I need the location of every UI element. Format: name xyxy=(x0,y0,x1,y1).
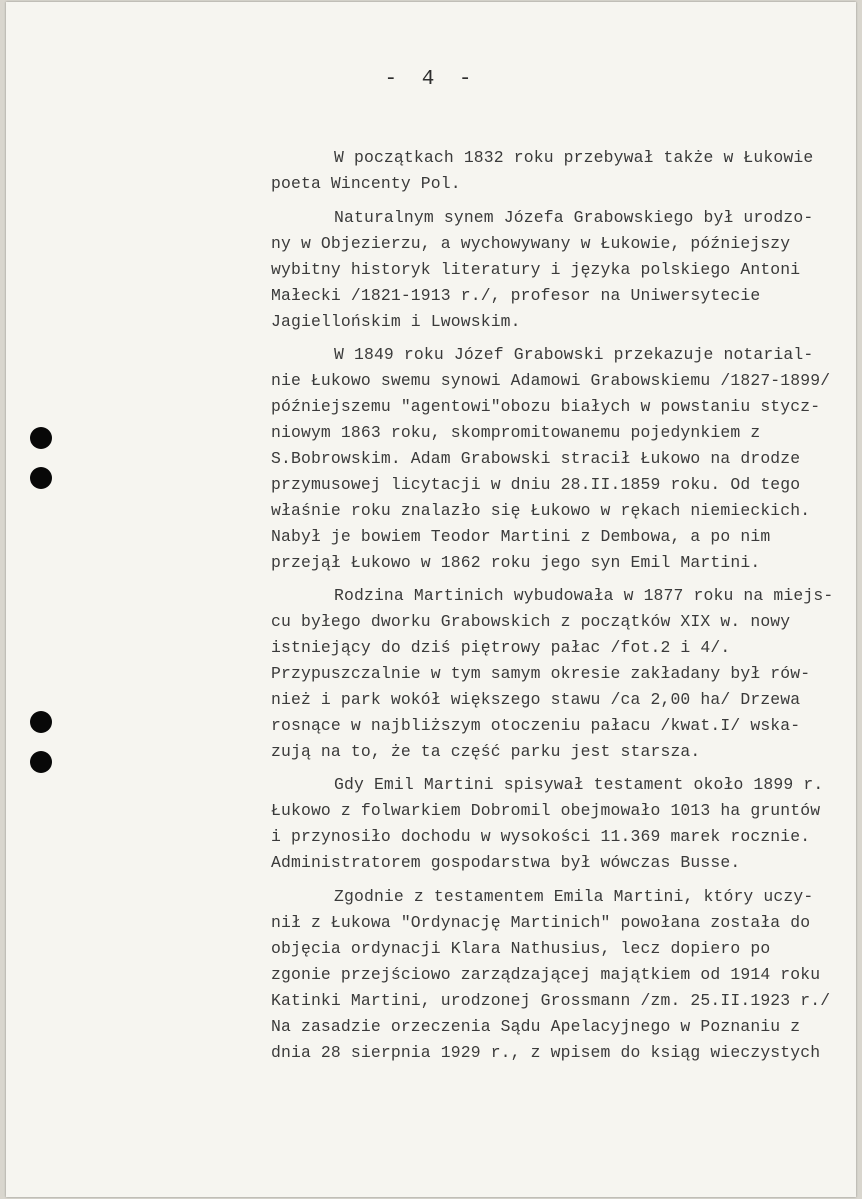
paragraph-2-line-3: wybitny historyk literatury i języka polskiego Antoni xyxy=(271,260,801,279)
paragraph-3-line-4: niowym 1863 roku, skompromitowanemu pojedynkiem z xyxy=(271,423,761,442)
punch-hole-2 xyxy=(30,467,52,489)
paragraph-3-line-6: przymusowej licytacji w dniu 28.II.1859 roku. Od tego xyxy=(271,475,801,494)
paragraph-2-line-2: ny w Objezierzu, a wychowywany w Łukowie, późniejszy xyxy=(271,234,791,253)
paragraph-6-line-5: Katinki Martini, urodzonej Grossmann /zm. 25.II.1923 r./ xyxy=(271,991,831,1010)
paragraph-5-line-2: Łukowo z folwarkiem Dobromil obejmowało 1013 ha gruntów xyxy=(271,801,821,820)
paragraph-3-line-1: W 1849 roku Józef Grabowski przekazuje notarial- xyxy=(334,345,814,364)
paragraph-1-line-2: poeta Wincenty Pol. xyxy=(271,174,461,193)
paragraph-3-line-2: nie Łukowo swemu synowi Adamowi Grabowskiemu /1827-1899/ xyxy=(271,371,831,390)
paragraph-2-line-4: Małecki /1821-1913 r./, profesor na Uniwersytecie xyxy=(271,286,761,305)
page-number: - 4 - xyxy=(384,68,478,91)
paragraph-4-line-7: zują na to, że ta część parku jest starsza. xyxy=(271,742,701,761)
paragraph-6-line-3: objęcia ordynacji Klara Nathusius, lecz dopiero po xyxy=(271,939,771,958)
paragraph-4-line-4: Przypuszczalnie w tym samym okresie zakładany był rów- xyxy=(271,664,811,683)
paragraph-6-line-1: Zgodnie z testamentem Emila Martini, który uczy- xyxy=(334,887,814,906)
paragraph-2-line-1: Naturalnym synem Józefa Grabowskiego był urodzo- xyxy=(334,208,814,227)
paragraph-4-line-1: Rodzina Martinich wybudowała w 1877 roku na miejs- xyxy=(334,586,834,605)
paragraph-3-line-5: S.Bobrowskim. Adam Grabowski stracił Łukowo na drodze xyxy=(271,449,801,468)
paragraph-3-line-7: właśnie roku znalazło się Łukowo w rękach niemieckich. xyxy=(271,501,811,520)
paragraph-3-line-8: Nabył je bowiem Teodor Martini z Dembowa, a po nim xyxy=(271,527,771,546)
paragraph-3-line-3: późniejszemu "agentowi"obozu białych w powstaniu stycz- xyxy=(271,397,821,416)
paragraph-4-line-2: cu byłego dworku Grabowskich z początków XIX w. nowy xyxy=(271,612,791,631)
paragraph-1-line-1: W początkach 1832 roku przebywał także w Łukowie xyxy=(334,148,814,167)
paragraph-3-line-9: przejął Łukowo w 1862 roku jego syn Emil Martini. xyxy=(271,553,761,572)
paragraph-2-line-5: Jagiellońskim i Lwowskim. xyxy=(271,312,521,331)
paragraph-6-line-4: zgonie przejściowo zarządzającej majątkiem od 1914 roku xyxy=(271,965,821,984)
paragraph-5-line-1: Gdy Emil Martini spisywał testament około 1899 r. xyxy=(334,775,824,794)
paragraph-6-line-6: Na zasadzie orzeczenia Sądu Apelacyjnego w Poznaniu z xyxy=(271,1017,801,1036)
document-page xyxy=(6,2,856,1197)
punch-hole-3 xyxy=(30,711,52,733)
paragraph-5-line-3: i przynosiło dochodu w wysokości 11.369 marek rocznie. xyxy=(271,827,811,846)
punch-hole-1 xyxy=(30,427,52,449)
paragraph-6-line-2: nił z Łukowa "Ordynację Martinich" powołana została do xyxy=(271,913,811,932)
paragraph-4-line-6: rosnące w najbliższym otoczeniu pałacu /kwat.I/ wska- xyxy=(271,716,801,735)
paragraph-4-line-3: istniejący do dziś piętrowy pałac /fot.2 i 4/. xyxy=(271,638,731,657)
paragraph-6-line-7: dnia 28 sierpnia 1929 r., z wpisem do ksiąg wieczystych xyxy=(271,1043,821,1062)
paragraph-5-line-4: Administratorem gospodarstwa był wówczas Busse. xyxy=(271,853,741,872)
paragraph-4-line-5: nież i park wokół większego stawu /ca 2,00 ha/ Drzewa xyxy=(271,690,801,709)
punch-hole-4 xyxy=(30,751,52,773)
